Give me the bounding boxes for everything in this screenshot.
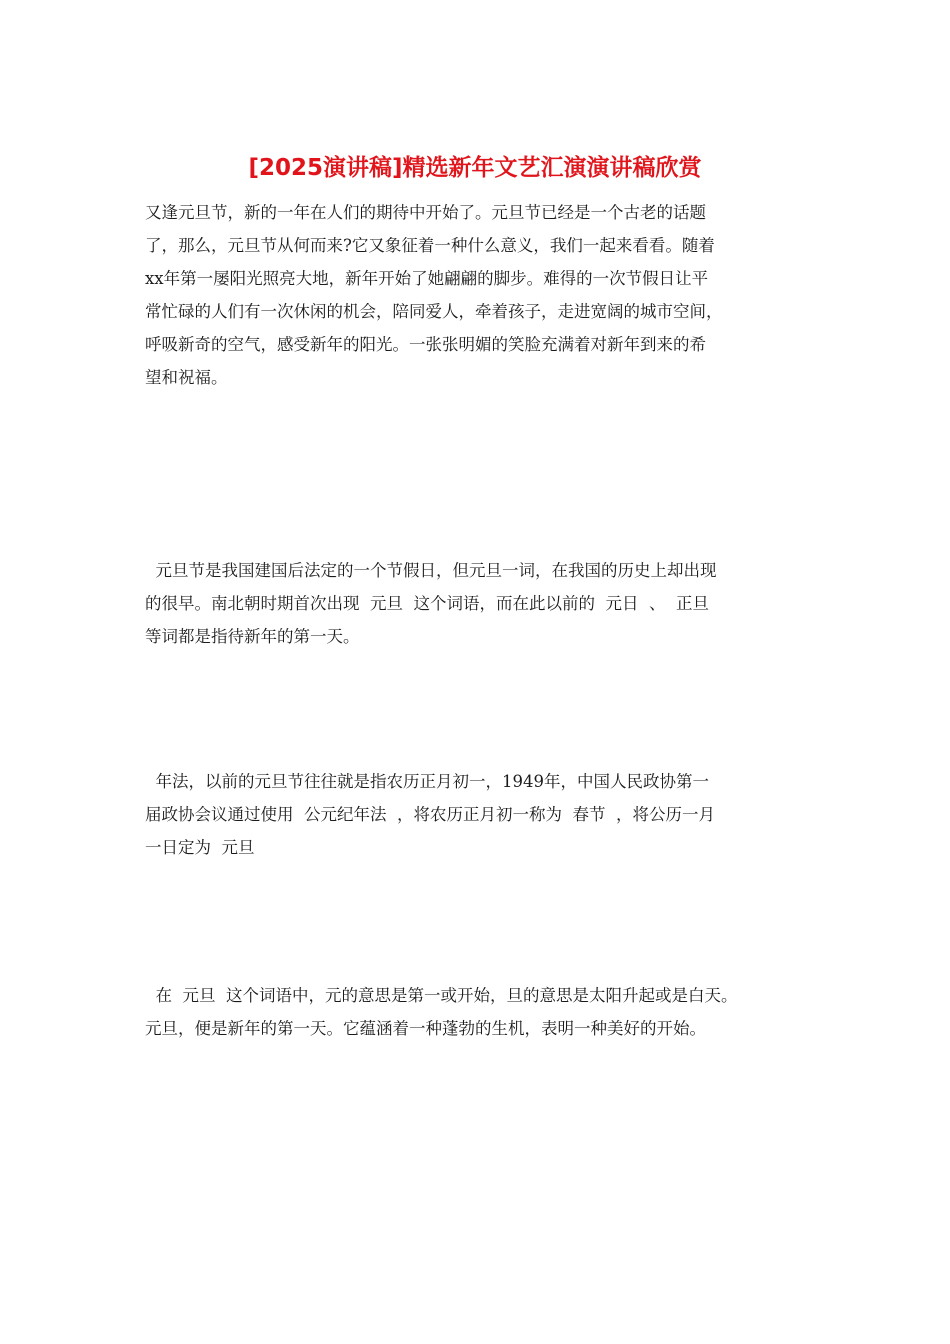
- paragraph-line: 呼吸新奇的空气，感受新年的阳光。一张张明媚的笑脸充满着对新年到来的希: [145, 335, 706, 354]
- paragraph-line: 了，那么，元旦节从何而来?它又象征着一种什么意义，我们一起来看看。随着: [145, 236, 715, 255]
- document-title: [2025演讲稿]精选新年文艺汇演演讲稿欣赏: [248, 155, 702, 181]
- paragraph-line: 常忙碌的人们有一次休闲的机会，陪同爱人，牵着孩子，走进宽阔的城市空间，: [145, 302, 723, 321]
- paragraph-4: [145, 979, 825, 1045]
- paragraph-line: 元旦，便是新年的第一天。它蕴涵着一种蓬勃的生机，表明一种美好的开始。: [145, 1019, 706, 1038]
- paragraph-2: [145, 554, 825, 653]
- paragraph-line: 又逢元旦节，新的一年在人们的期待中开始了。元旦节已经是一个古老的话题: [145, 203, 706, 222]
- paragraph-line: 届政协会议通过使用 公元纪年法 ，将农历正月初一称为 春节 ，将公历一月: [145, 805, 715, 824]
- paragraph-line: 等词都是指待新年的第一天。: [145, 627, 360, 646]
- paragraph-line: 的很早。南北朝时期首次出现 元旦 这个词语，而在此以前的 元日 、 正旦: [145, 594, 709, 613]
- paragraph-line: 望和祝福。: [145, 368, 228, 387]
- paragraph-line: 年法，以前的元旦节往往就是指农历正月初一，1949年，中国人民政协第一: [145, 772, 709, 791]
- paragraph-line: 元旦节是我国建国后法定的一个节假日，但元旦一词，在我国的历史上却出现: [145, 561, 717, 580]
- paragraph-line: 一日定为 元旦: [145, 838, 255, 857]
- paragraph-line: xx年第一屡阳光照亮大地，新年开始了她翩翩的脚步。难得的一次节假日让平: [145, 269, 709, 288]
- paragraph-line: 在 元旦 这个词语中，元的意思是第一或开始，旦的意思是太阳升起或是白天。: [145, 986, 738, 1005]
- paragraph-1: [145, 196, 825, 394]
- paragraph-3: [145, 765, 825, 864]
